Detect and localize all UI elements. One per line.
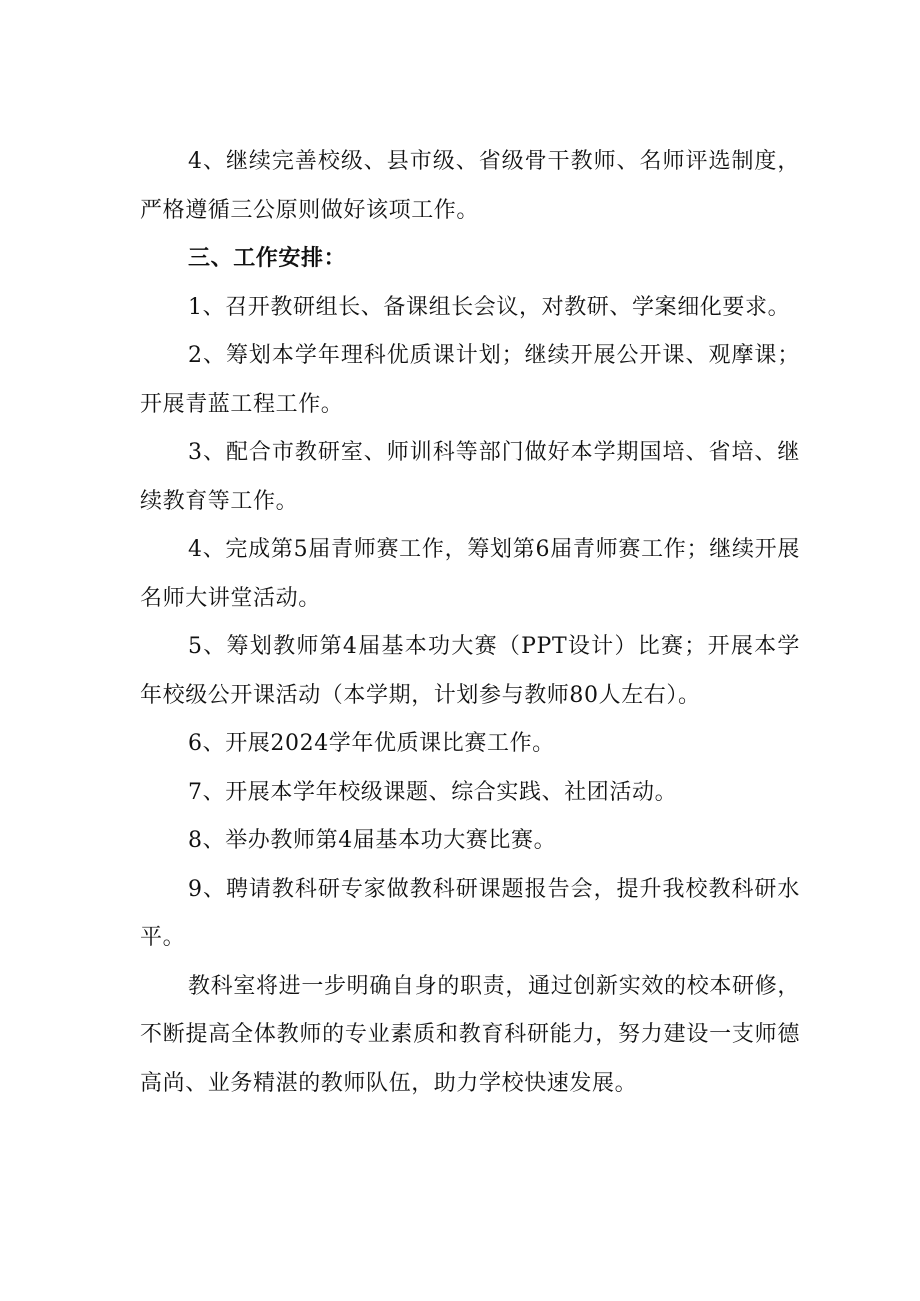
arrangement-item-5: 5、筹划教师第4届基本功大赛（PPT设计）比赛；开展本学年校级公开课活动（本学期，计划参与教师80人左右）。 <box>140 634 800 708</box>
closing-paragraph: 教科室将进一步明确自身的职责，通过创新实效的校本研修，不断提高全体教师的专业素质和教育科研能力，努力建设一支师德高尚、业务精湛的教师队伍，助力学校快速发展。 <box>140 973 800 1096</box>
arrangement-item-3: 3、配合市教研室、师训科等部门做好本学期国培、省培、继续教育等工作。 <box>140 440 800 514</box>
document-body <box>140 138 800 1108</box>
arrangement-item-7: 7、开展本学年校级课题、综合实践、社团活动。 <box>188 779 678 805</box>
arrangement-item-1: 1、召开教研组长、备课组长会议，对教研、学案细化要求。 <box>188 294 791 320</box>
arrangement-item-8: 8、举办教师第4届基本功大赛比赛。 <box>188 828 557 853</box>
arrangement-item-2: 2、筹划本学年理科优质课计划；继续开展公开课、观摩课；开展青蓝工程工作。 <box>140 343 800 417</box>
section-heading-work-arrangement: 三、工作安排： <box>188 246 347 271</box>
arrangement-item-6: 6、开展2024学年优质课比赛工作。 <box>188 731 555 756</box>
arrangement-item-9: 9、聘请教科研专家做教科研课题报告会，提升我校教科研水平。 <box>140 876 800 950</box>
paragraph-item-4-policy: 4、继续完善校级、县市级、省级骨干教师、名师评选制度，严格遵循三公原则做好该项工作。 <box>140 149 800 223</box>
arrangement-item-4: 4、完成第5届青师赛工作，筹划第6届青师赛工作；继续开展名师大讲堂活动。 <box>140 537 800 611</box>
